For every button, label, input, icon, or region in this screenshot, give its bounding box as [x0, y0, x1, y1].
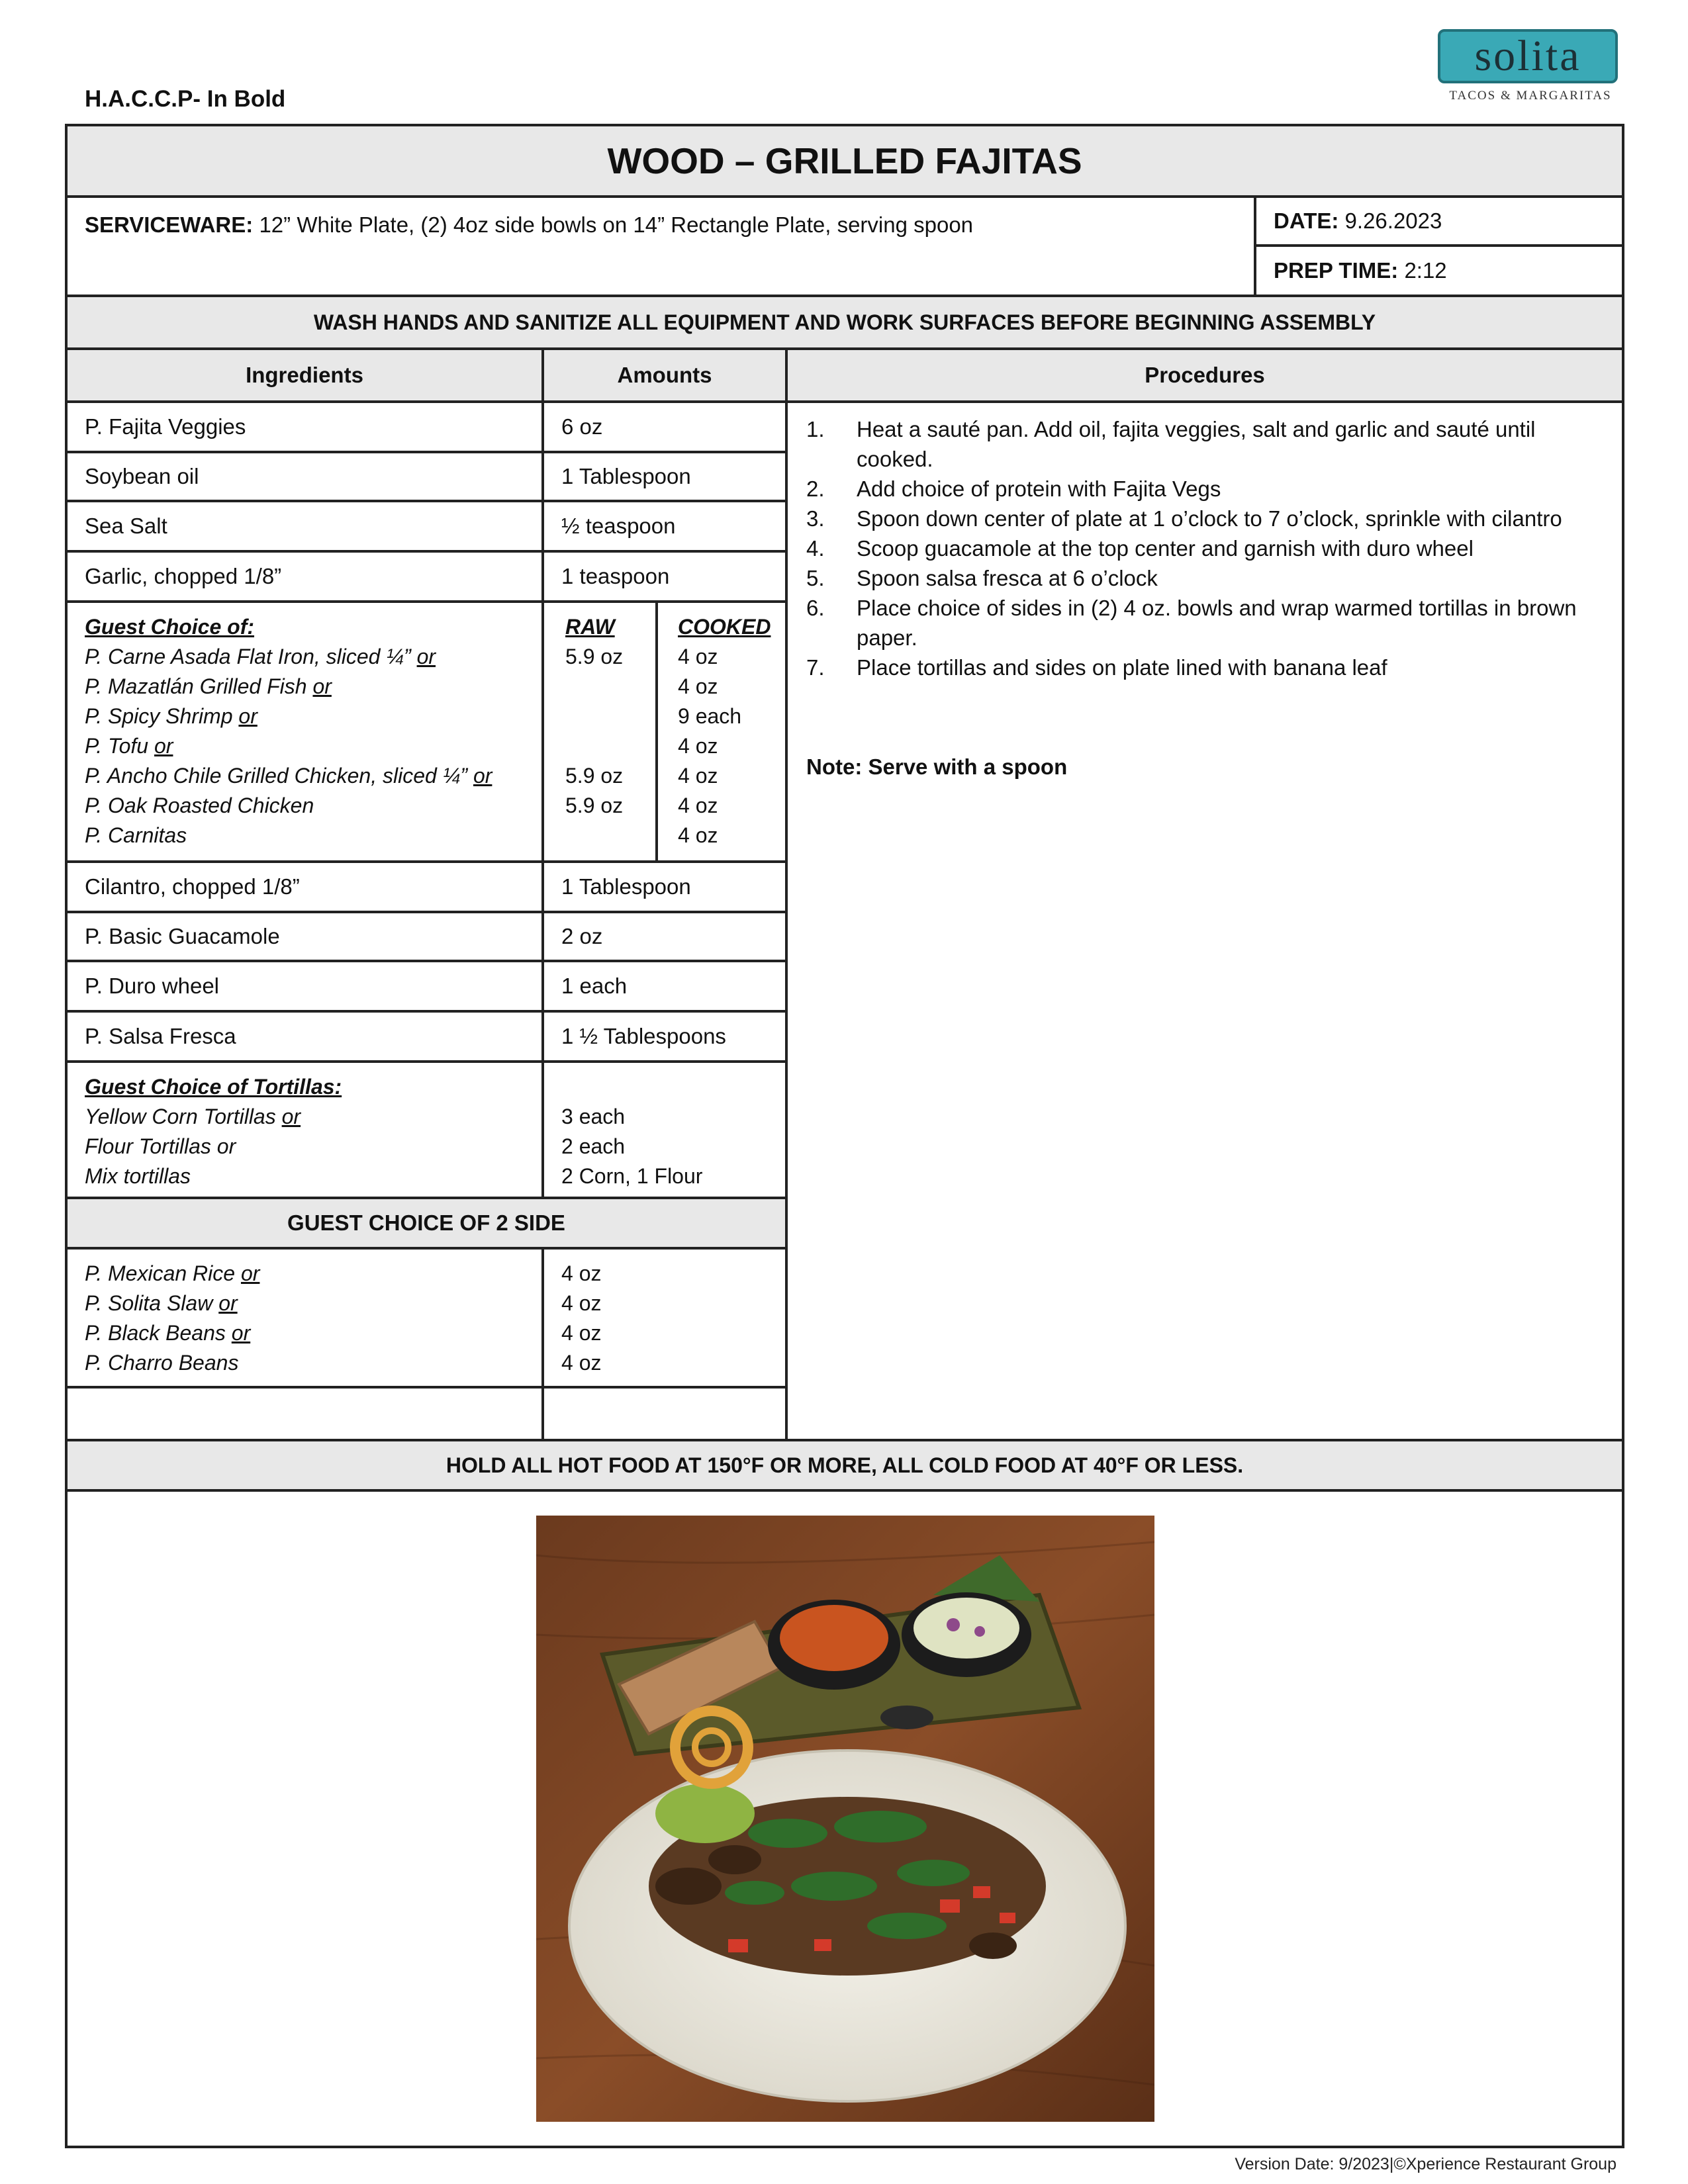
side-amount: 4 oz [561, 1261, 602, 1285]
ingredient-name: P. Basic Guacamole [65, 911, 544, 962]
sides-cell [65, 1247, 544, 1388]
tortilla-item: Mix tortillas [85, 1164, 191, 1188]
raw-amount: 5.9 oz [565, 764, 624, 788]
logo-tagline: TACOS & MARGARITAS [1449, 89, 1612, 103]
procedure-step: 1. Heat a sauté pan. Add oil, fajita veggies, salt and garlic and sauté until cooked. [806, 417, 1536, 471]
tortilla-choice-cell [65, 1060, 544, 1199]
ingredient-name: P. Fajita Veggies [65, 400, 544, 453]
serviceware-label: SERVICEWARE: [85, 212, 254, 237]
raw-amount: 5.9 oz [565, 645, 624, 668]
protein-item: P. Tofu or [85, 734, 173, 758]
protein-choice-cell [65, 600, 544, 863]
date-value: 9.26.2023 [1344, 208, 1442, 233]
procedures-header: Procedures [785, 347, 1624, 403]
ingredient-name: P. Salsa Fresca [65, 1010, 544, 1063]
cooked-amount: 9 each [678, 704, 742, 728]
prep-time-cell [1254, 244, 1624, 297]
cooked-amount: 4 oz [678, 794, 718, 817]
prep-time-label: PREP TIME: [1274, 258, 1399, 283]
prep-time-value: 2:12 [1404, 258, 1447, 283]
ingredient-amount: 2 oz [541, 911, 788, 962]
ingredient-name: Sea Salt [65, 500, 544, 553]
sides-header: GUEST CHOICE OF 2 SIDE [65, 1197, 788, 1250]
ingredient-amount: 6 oz [541, 400, 788, 453]
serving-note: Note: Serve with a spoon [806, 754, 1068, 779]
version-footer: Version Date: 9/2023|©Xperience Restaurant Group [1235, 2155, 1617, 2173]
procedure-step: 4. Scoop guacamole at the top center and garnish with duro wheel [806, 536, 1474, 561]
raw-amount [565, 731, 655, 761]
ingredient-amount: 1 Tablespoon [541, 860, 788, 913]
cooked-amount: 4 oz [678, 674, 718, 698]
ingredients-header: Ingredients [65, 347, 544, 403]
recipe-title: WOOD – GRILLED FAJITAS [65, 124, 1624, 198]
ingredient-name: Cilantro, chopped 1/8” [65, 860, 544, 913]
date-cell [1254, 195, 1624, 247]
tortilla-amounts-cell [541, 1060, 788, 1199]
logo-badge [1438, 29, 1618, 83]
cooked-amount: 4 oz [678, 734, 718, 758]
empty-cell [65, 1386, 544, 1441]
ingredient-name: Garlic, chopped 1/8” [65, 550, 544, 603]
side-amounts-cell [541, 1247, 788, 1388]
logo-word: solita [1474, 32, 1581, 80]
cooked-amount: 4 oz [678, 823, 718, 847]
tortilla-amount: 2 Corn, 1 Flour [561, 1164, 703, 1188]
raw-amount: 5.9 oz [565, 794, 624, 817]
raw-amount [565, 821, 655, 850]
procedure-step: 6. Place choice of sides in (2) 4 oz. bowls and wrap warmed tortillas in brown paper. [806, 596, 1577, 650]
protein-item: P. Carne Asada Flat Iron, sliced ¼” or [85, 645, 436, 668]
haccp-note: H.A.C.C.P- In Bold [85, 86, 286, 112]
ingredient-name: P. Duro wheel [65, 960, 544, 1013]
ingredient-amount: 1 Tablespoon [541, 451, 788, 502]
side-amount: 4 oz [561, 1291, 602, 1315]
ingredient-amount: ½ teaspoon [541, 500, 788, 553]
hold-temperature-notice: HOLD ALL HOT FOOD AT 150°F OR MORE, ALL COLD FOOD AT 40°F OR LESS. [65, 1439, 1624, 1492]
procedure-step: 3. Spoon down center of plate at 1 o’clock to 7 o’clock, sprinkle with cilantro [806, 506, 1562, 531]
protein-item: P. Spicy Shrimp or [85, 704, 258, 728]
dish-photo [536, 1516, 1154, 2122]
raw-amounts-cell [541, 600, 658, 863]
ingredient-amount: 1 ½ Tablespoons [541, 1010, 788, 1063]
protein-item: P. Ancho Chile Grilled Chicken, sliced ¼” or [85, 764, 492, 788]
side-item: P. Black Beans or [85, 1321, 251, 1345]
side-item: P. Mexican Rice or [85, 1261, 260, 1285]
side-item: P. Charro Beans [85, 1351, 239, 1375]
tortilla-amount: 3 each [561, 1105, 626, 1128]
cooked-amount: 4 oz [678, 764, 718, 788]
protein-item: P. Carnitas [85, 823, 187, 847]
side-amount: 4 oz [561, 1351, 602, 1375]
tortilla-item: Yellow Corn Tortillas or [85, 1105, 301, 1128]
tortilla-item: Flour Tortillas or [85, 1134, 236, 1158]
ingredient-amount: 1 teaspoon [541, 550, 788, 603]
cooked-amount: 4 oz [678, 645, 718, 668]
procedures-list [806, 414, 1614, 782]
protein-item: P. Mazatlán Grilled Fish or [85, 674, 332, 698]
date-label: DATE: [1274, 208, 1339, 233]
ingredient-name: Soybean oil [65, 451, 544, 502]
raw-header: RAW [565, 615, 615, 639]
protein-item: P. Oak Roasted Chicken [85, 794, 314, 817]
raw-amount [565, 672, 655, 702]
side-item: P. Solita Slaw or [85, 1291, 238, 1315]
wash-hands-notice: WASH HANDS AND SANITIZE ALL EQUIPMENT AND WORK SURFACES BEFORE BEGINNING ASSEMBLY [65, 295, 1624, 350]
cooked-amounts-cell [655, 600, 788, 863]
raw-amount [565, 702, 655, 731]
side-amount: 4 oz [561, 1321, 602, 1345]
solita-logo [1438, 29, 1623, 103]
tortilla-amount: 2 each [561, 1134, 626, 1158]
procedure-step: 5. Spoon salsa fresca at 6 o’clock [806, 566, 1158, 590]
amounts-header: Amounts [541, 347, 788, 403]
procedure-step: 2. Add choice of protein with Fajita Vegs [806, 477, 1221, 501]
ingredient-amount: 1 each [541, 960, 788, 1013]
serviceware-value: 12” White Plate, (2) 4oz side bowls on 14” Rectangle Plate, serving spoon [259, 212, 974, 237]
empty-cell [541, 1386, 788, 1441]
serviceware-cell [65, 195, 1256, 297]
protein-heading: Guest Choice of: [85, 615, 255, 639]
cooked-header: COOKED [678, 615, 771, 639]
procedure-step: 7. Place tortillas and sides on plate lined with banana leaf [806, 655, 1387, 680]
tortilla-heading: Guest Choice of Tortillas: [85, 1075, 342, 1099]
